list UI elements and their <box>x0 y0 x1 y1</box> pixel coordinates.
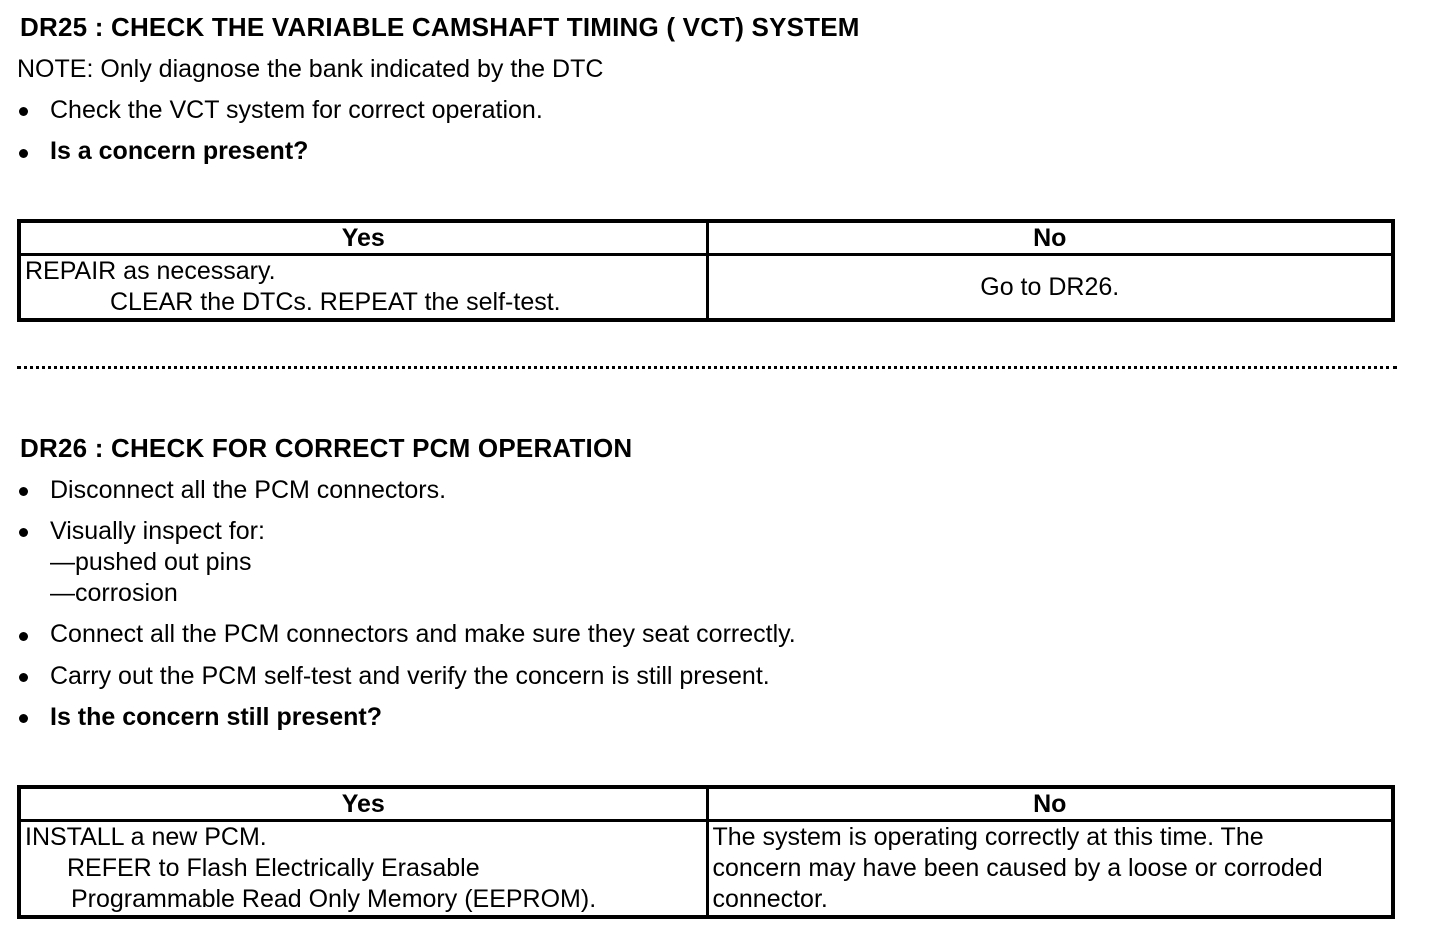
dr25-result-table <box>17 219 1395 322</box>
dr25-yes-cell <box>19 255 707 321</box>
dr26-step-1: Disconnect all the PCM connectors. <box>50 476 447 504</box>
dr26-yes-cell <box>19 821 707 918</box>
section-divider <box>17 366 1397 369</box>
bullet-icon <box>19 632 28 641</box>
dr26-result-table <box>17 785 1395 919</box>
dr25-yes-line-1: REPAIR as necessary. <box>25 257 276 285</box>
dr25-no-cell: Go to DR26. <box>707 255 1393 321</box>
dr25-yes-header: Yes <box>19 221 707 255</box>
dr26-yes-line-2: REFER to Flash Electrically Erasable <box>67 854 480 882</box>
dr26-question: Is the concern still present? <box>50 703 383 731</box>
dr26-sub-item-1: —pushed out pins <box>50 548 252 576</box>
dr25-title: DR25 : CHECK THE VARIABLE CAMSHAFT TIMING ( VCT) SYSTEM <box>20 12 860 42</box>
dr26-sub-item-2: —corrosion <box>50 579 178 607</box>
dr26-yes-line-1: INSTALL a new PCM. <box>25 823 267 851</box>
bullet-icon <box>19 714 28 723</box>
dr26-yes-header: Yes <box>19 787 707 821</box>
dr25-no-header: No <box>707 221 1393 255</box>
dr25-yes-line-2: CLEAR the DTCs. REPEAT the self-test. <box>110 288 561 316</box>
dr26-step-4: Carry out the PCM self-test and verify the concern is still present. <box>50 662 770 690</box>
dr25-note: NOTE: Only diagnose the bank indicated by the DTC <box>17 55 604 83</box>
bullet-icon <box>19 673 28 682</box>
dr25-question: Is a concern present? <box>50 137 309 165</box>
bullet-icon <box>19 107 28 116</box>
dr26-step-2: Visually inspect for: <box>50 517 265 545</box>
dr26-no-line-3: connector. <box>712 885 828 913</box>
bullet-icon <box>19 487 28 496</box>
dr25-step-1: Check the VCT system for correct operation. <box>50 96 543 124</box>
bullet-icon <box>19 149 28 158</box>
dr26-step-3: Connect all the PCM connectors and make sure they seat correctly. <box>50 620 796 648</box>
dr26-no-line-1: The system is operating correctly at this time. The <box>712 823 1264 851</box>
bullet-icon <box>19 528 28 537</box>
dr26-no-line-2: concern may have been caused by a loose or corroded <box>712 854 1323 882</box>
dr26-no-cell <box>707 821 1393 918</box>
dr26-title: DR26 : CHECK FOR CORRECT PCM OPERATION <box>20 433 633 463</box>
dr26-yes-line-3: Programmable Read Only Memory (EEPROM). <box>71 885 597 913</box>
dr26-no-header: No <box>707 787 1393 821</box>
